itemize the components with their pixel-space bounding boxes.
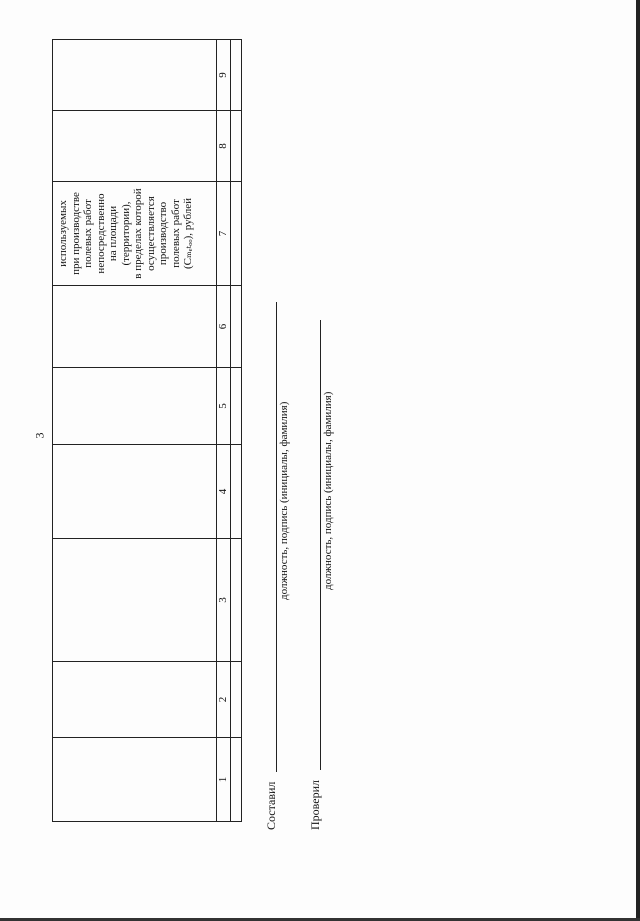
column-number-row (216, 40, 230, 822)
table-body-row (53, 40, 217, 822)
column-number: 8 (216, 111, 230, 182)
table-cell (53, 662, 217, 738)
signature-line (320, 320, 321, 770)
table-cell (230, 286, 241, 368)
table-cell (230, 368, 241, 445)
header-text-line: непосредственно (94, 193, 107, 274)
table-cell (230, 40, 241, 111)
table-cell (230, 738, 241, 822)
header-text-line: (Cₘₑₜₒₒ), рублей (182, 197, 194, 270)
table-cell (230, 182, 241, 286)
header-text-line: полевых работ (82, 199, 94, 268)
header-text-line: полевых работ (169, 199, 182, 268)
table-cell (53, 286, 217, 368)
page-number: 3 (32, 432, 47, 439)
table-cell (230, 539, 241, 662)
header-text-line: при производстве (69, 192, 82, 275)
column-number: 2 (216, 662, 230, 738)
header-text-line: (территории), (119, 201, 132, 266)
column-number: 3 (216, 539, 230, 662)
signature-caption: должность, подпись (инициалы, фамилия) (278, 401, 290, 600)
column-number: 7 (216, 182, 230, 286)
table-cell (230, 445, 241, 539)
header-text-line: на площади (107, 205, 119, 262)
signature-caption: должность, подпись (инициалы, фамилия) (322, 391, 334, 590)
table-cell (53, 40, 217, 111)
compiled-label: Составил (264, 781, 278, 830)
signature-line (276, 302, 277, 772)
header-text-line: в пределах которой (132, 188, 144, 279)
table-cell (53, 445, 217, 539)
table-cell (53, 111, 217, 182)
checked-label: Проверил (308, 780, 322, 830)
data-table (52, 39, 242, 822)
table-cell (230, 662, 241, 738)
table-empty-row (230, 40, 241, 822)
table-cell (53, 539, 217, 662)
table-cell (53, 368, 217, 445)
header-text-line: производство (157, 201, 169, 266)
table-cell (53, 738, 217, 822)
column-number: 6 (216, 286, 230, 368)
scan-edge-right (636, 0, 640, 921)
table-cell-column7-header (53, 182, 217, 286)
column-number: 4 (216, 445, 230, 539)
column-number: 1 (216, 738, 230, 822)
column-number: 5 (216, 368, 230, 445)
header-text-line: используемых (57, 200, 69, 267)
column-number: 9 (216, 40, 230, 111)
table-cell (230, 111, 241, 182)
header-text-line: осуществляется (144, 196, 157, 271)
